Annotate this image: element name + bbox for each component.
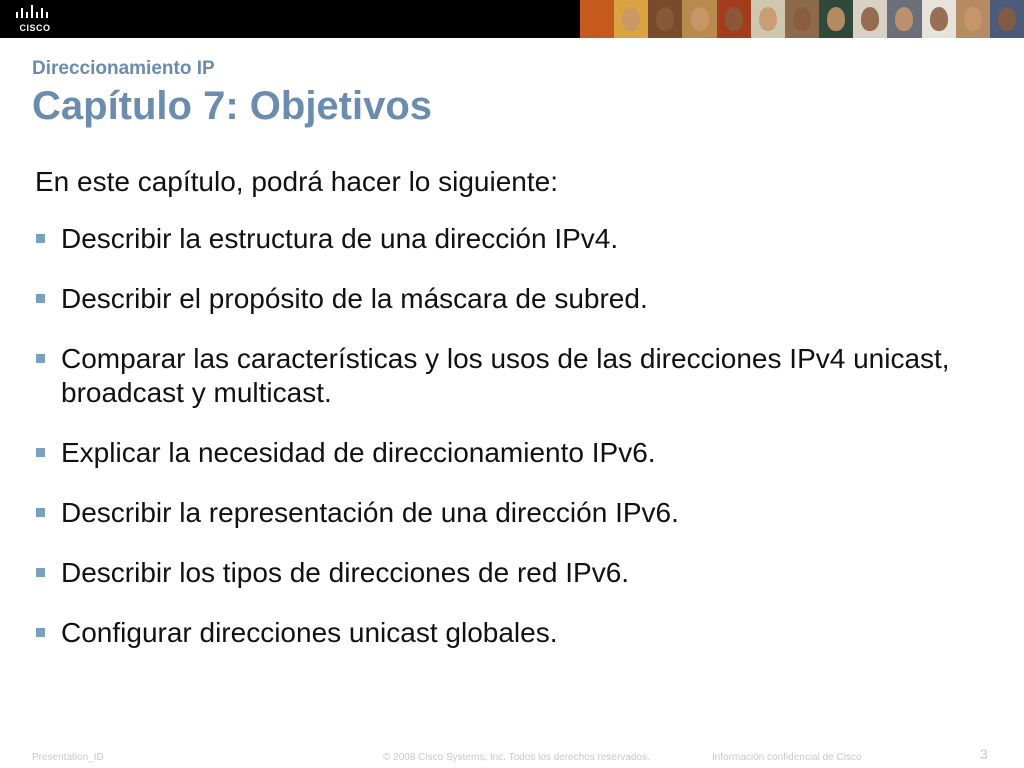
person-photo-icon [759,7,777,31]
footer-confidential: Información confidencial de Cisco [712,752,862,763]
footer-copyright: © 2008 Cisco Systems, Inc. Todos los derechos reservados. [383,752,650,763]
bullet-text: Describir los tipos de direcciones de red IPv6. [61,557,630,588]
slide-title: Capítulo 7: Objetivos [32,84,433,128]
header-photo [853,0,887,38]
header-photo [990,0,1024,38]
header-photo [751,0,785,38]
person-photo-icon [656,7,674,31]
square-bullet-icon [36,294,45,303]
header-photo [648,0,682,38]
header-photo [956,0,990,38]
header-photo [922,0,956,38]
bullet-item [35,282,995,316]
header-photo [819,0,853,38]
header-band [0,0,1024,38]
person-photo-icon [964,7,982,31]
bullet-item [35,222,995,256]
person-photo-icon [725,7,743,31]
person-photo-icon [622,7,640,31]
bullet-text: Configurar direcciones unicast globales. [61,617,558,648]
header-photo [785,0,819,38]
bullet-text: Describir el propósito de la máscara de subred. [61,283,648,314]
cisco-bridge-icon [12,4,58,22]
bullet-item [35,436,995,470]
person-photo-icon [930,7,948,31]
bullet-text: Describir la estructura de una dirección IPv4. [61,223,619,254]
bullet-text: Describir la representación de una dirección IPv6. [61,497,679,528]
intro-text: En este capítulo, podrá hacer lo siguiente: [35,166,559,197]
page-number: 3 [980,746,988,762]
person-photo-icon [895,7,913,31]
bullet-text: Comparar las características y los usos de las direcciones IPv4 unicast, broadcast y multicast. [61,343,950,408]
bullet-list [35,222,995,676]
person-photo-icon [793,7,811,31]
slide-subtitle: Direccionamiento IP [32,58,215,79]
header-photo [682,0,716,38]
header-photo [614,0,648,38]
cisco-logo [12,4,58,34]
person-photo-icon [861,7,879,31]
person-photo-icon [998,7,1016,31]
logo-wordmark: CISCO [19,23,51,33]
header-photo [887,0,921,38]
footer-presentation-id: Presentation_ID [32,752,104,763]
person-photo-icon [691,7,709,31]
header-photo [580,0,614,38]
square-bullet-icon [36,354,45,363]
bullet-item [35,496,995,530]
square-bullet-icon [36,448,45,457]
header-photo [717,0,751,38]
square-bullet-icon [36,508,45,517]
bullet-text: Explicar la necesidad de direccionamiento IPv6. [61,437,656,468]
person-photo-icon [827,7,845,31]
square-bullet-icon [36,234,45,243]
photo-strip [580,0,1024,38]
bullet-item [35,616,995,650]
square-bullet-icon [36,628,45,637]
bullet-item [35,342,995,410]
bullet-item [35,556,995,590]
square-bullet-icon [36,568,45,577]
